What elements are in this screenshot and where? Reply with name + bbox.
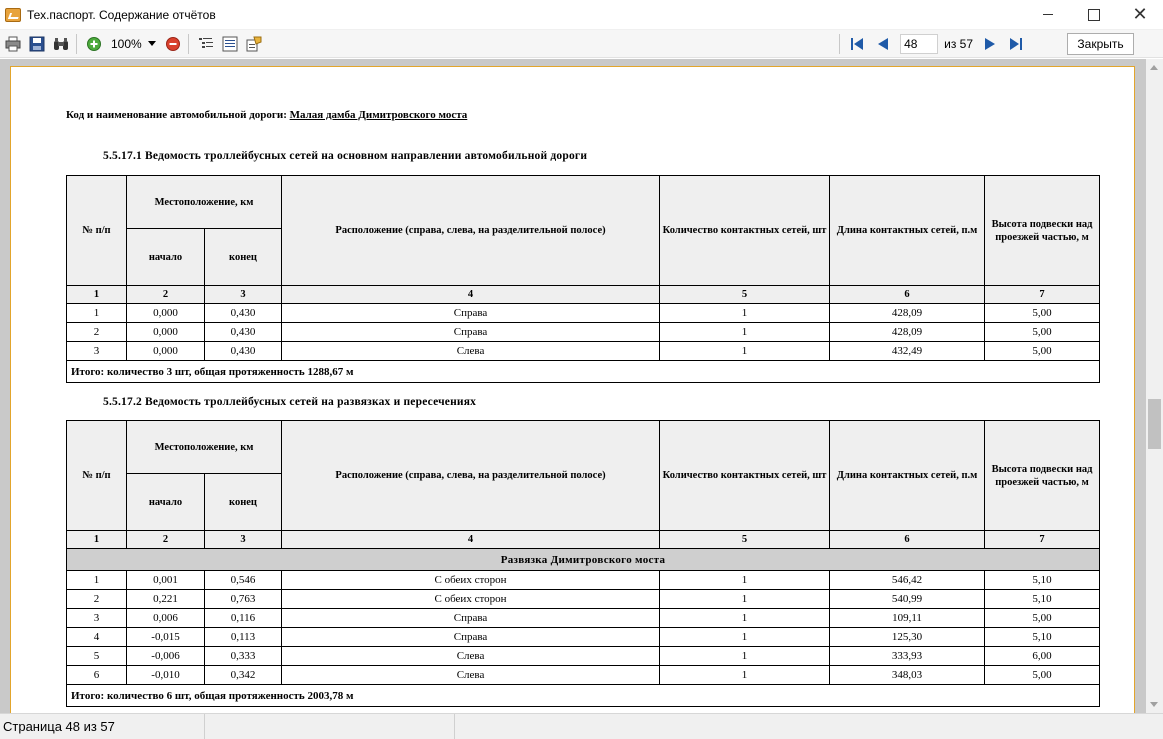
cell-length: 125,30 [830, 628, 985, 647]
first-page-icon [849, 36, 865, 52]
table-row [67, 666, 1100, 685]
table-row [67, 609, 1100, 628]
cell-start: 0,000 [127, 342, 205, 361]
col-number: 3 [205, 286, 282, 304]
cell-position: Справа [282, 628, 660, 647]
header-num: № п/п [67, 421, 127, 531]
cell-start: -0,015 [127, 628, 205, 647]
col-number: 2 [127, 286, 205, 304]
first-page-button[interactable] [846, 33, 868, 55]
cell-count: 1 [660, 590, 830, 609]
header-height: Высота подвески над проезжей частью, м [985, 176, 1100, 286]
col-number: 7 [985, 286, 1100, 304]
status-bar [0, 713, 1163, 739]
page-navigation [835, 30, 1163, 58]
cell-count: 1 [660, 647, 830, 666]
cell-end: 0,546 [205, 571, 282, 590]
cell-position: Слева [282, 666, 660, 685]
window-title: Тех.паспорт. Содержание отчётов [27, 7, 216, 22]
last-page-button[interactable] [1005, 33, 1027, 55]
cell-position: С обеих сторон [282, 590, 660, 609]
col-number: 6 [830, 286, 985, 304]
tag-edit-icon [246, 36, 262, 52]
cell-position: Слева [282, 647, 660, 666]
table-row [67, 647, 1100, 666]
header-length: Длина контактных сетей, п.м [830, 421, 985, 531]
section1-total-row [67, 361, 1100, 383]
table-row [67, 323, 1100, 342]
cell-height: 5,10 [985, 628, 1100, 647]
zoom-in-button[interactable] [83, 33, 105, 55]
header-start: начало [127, 229, 205, 286]
section1-total: Итого: количество 3 шт, общая протяженность 1288,67 м [67, 361, 1100, 383]
col-number: 5 [660, 286, 830, 304]
col-number: 4 [282, 286, 660, 304]
cell-position: Справа [282, 323, 660, 342]
cell-height: 5,00 [985, 323, 1100, 342]
cell-count: 1 [660, 571, 830, 590]
zoom-out-icon [165, 36, 181, 52]
cell-end: 0,333 [205, 647, 282, 666]
col-number: 4 [282, 531, 660, 549]
cell-count: 1 [660, 666, 830, 685]
cell-num: 4 [67, 628, 127, 647]
cell-position: Справа [282, 304, 660, 323]
cell-end: 0,113 [205, 628, 282, 647]
cell-end: 0,430 [205, 323, 282, 342]
cell-length: 428,09 [830, 304, 985, 323]
cell-end: 0,116 [205, 609, 282, 628]
section2-title: 5.5.17.2 Ведомость троллейбусных сетей на развязках и пересечениях [103, 396, 477, 408]
cell-start: 0,001 [127, 571, 205, 590]
table-row [67, 571, 1100, 590]
toolbar [0, 30, 1163, 58]
scroll-up-icon[interactable] [1150, 65, 1158, 70]
cell-position: С обеих сторон [282, 571, 660, 590]
cell-height: 5,10 [985, 571, 1100, 590]
cell-start: 0,221 [127, 590, 205, 609]
header-num: № п/п [67, 176, 127, 286]
cell-num: 3 [67, 609, 127, 628]
last-page-icon [1008, 36, 1024, 52]
table-row [67, 342, 1100, 361]
parameters-button[interactable] [243, 33, 265, 55]
group-row [67, 549, 1100, 571]
cell-height: 5,00 [985, 304, 1100, 323]
cell-height: 5,10 [985, 590, 1100, 609]
col-number: 1 [67, 531, 127, 549]
header-start: начало [127, 474, 205, 531]
cell-position: Слева [282, 342, 660, 361]
col-number: 2 [127, 531, 205, 549]
header-end: конец [205, 229, 282, 286]
vertical-scrollbar[interactable] [1146, 59, 1163, 713]
status-page-info: Страница 48 из 57 [0, 714, 205, 739]
document-map-button[interactable] [195, 33, 217, 55]
zoom-value: 100% [111, 36, 142, 51]
header-count: Количество контактных сетей, шт [660, 421, 830, 531]
header-location: Местоположение, км [127, 421, 282, 474]
table-row [67, 304, 1100, 323]
header-end: конец [205, 474, 282, 531]
scroll-thumb[interactable] [1148, 399, 1161, 449]
maximize-button[interactable] [1071, 0, 1117, 30]
cell-height: 5,00 [985, 609, 1100, 628]
road-line [66, 109, 467, 121]
cell-start: -0,010 [127, 666, 205, 685]
title-bar [0, 0, 1163, 30]
section1-title: 5.5.17.1 Ведомость троллейбусных сетей на основном направлении автомобильной дороги [103, 150, 588, 162]
table-row [67, 628, 1100, 647]
section2-table [66, 420, 1100, 707]
cell-end: 0,430 [205, 304, 282, 323]
close-report-button[interactable]: Закрыть [1067, 33, 1134, 55]
save-button[interactable] [26, 33, 48, 55]
cell-height: 6,00 [985, 647, 1100, 666]
list-icon [222, 36, 238, 52]
status-cell [205, 714, 455, 739]
cell-length: 333,93 [830, 647, 985, 666]
table-row [67, 590, 1100, 609]
tree-list-icon [198, 36, 214, 52]
app-icon [5, 8, 21, 22]
zoom-out-button[interactable] [162, 33, 184, 55]
next-page-icon [982, 36, 998, 52]
cell-start: -0,006 [127, 647, 205, 666]
minimize-button[interactable] [1025, 0, 1071, 30]
header-length: Длина контактных сетей, п.м [830, 176, 985, 286]
save-icon [29, 36, 45, 52]
header-position: Расположение (справа, слева, на разделительной полосе) [282, 176, 660, 286]
cell-start: 0,006 [127, 609, 205, 628]
cell-count: 1 [660, 342, 830, 361]
toolbar-separator [839, 34, 840, 54]
col-number: 7 [985, 531, 1100, 549]
cell-num: 2 [67, 590, 127, 609]
report-viewport[interactable] [0, 59, 1146, 713]
cell-count: 1 [660, 304, 830, 323]
cell-count: 1 [660, 628, 830, 647]
section2-total: Итого: количество 6 шт, общая протяженность 2003,78 м [67, 685, 1100, 707]
printer-icon [5, 36, 21, 52]
toolbar-separator [188, 34, 189, 54]
report-page [10, 66, 1135, 713]
print-button[interactable] [2, 33, 24, 55]
cell-start: 0,000 [127, 304, 205, 323]
header-position: Расположение (справа, слева, на разделительной полосе) [282, 421, 660, 531]
cell-end: 0,342 [205, 666, 282, 685]
col-number: 1 [67, 286, 127, 304]
column-number-row [67, 531, 1100, 549]
cell-num: 2 [67, 323, 127, 342]
section1-table [66, 175, 1100, 383]
header-height: Высота подвески над проезжей частью, м [985, 421, 1100, 531]
cell-num: 6 [67, 666, 127, 685]
header-location: Местоположение, км [127, 176, 282, 229]
toolbar-separator [76, 34, 77, 54]
cell-count: 1 [660, 609, 830, 628]
cell-num: 3 [67, 342, 127, 361]
page-number-input[interactable] [900, 34, 938, 54]
header-count: Количество контактных сетей, шт [660, 176, 830, 286]
col-number: 5 [660, 531, 830, 549]
cell-num: 5 [67, 647, 127, 666]
cell-num: 1 [67, 571, 127, 590]
column-number-row [67, 286, 1100, 304]
col-number: 3 [205, 531, 282, 549]
page-total: из 57 [944, 37, 973, 51]
zoom-in-icon [86, 36, 102, 52]
cell-height: 5,00 [985, 666, 1100, 685]
close-window-button[interactable]: ✕ [1132, 4, 1148, 25]
scroll-down-icon[interactable] [1150, 702, 1158, 707]
cell-end: 0,430 [205, 342, 282, 361]
cell-position: Справа [282, 609, 660, 628]
previous-page-icon [875, 36, 891, 52]
zoom-select[interactable] [109, 34, 160, 54]
cell-count: 1 [660, 323, 830, 342]
cell-length: 428,09 [830, 323, 985, 342]
road-label: Код и наименование автомобильной дороги: [66, 109, 287, 121]
binoculars-icon [53, 36, 69, 52]
page-setup-button[interactable] [219, 33, 241, 55]
cell-length: 109,11 [830, 609, 985, 628]
cell-start: 0,000 [127, 323, 205, 342]
cell-length: 348,03 [830, 666, 985, 685]
chevron-down-icon [148, 41, 156, 46]
cell-end: 0,763 [205, 590, 282, 609]
next-page-button[interactable] [979, 33, 1001, 55]
previous-page-button[interactable] [872, 33, 894, 55]
cell-height: 5,00 [985, 342, 1100, 361]
find-button[interactable] [50, 33, 72, 55]
group-title: Развязка Димитровского моста [67, 549, 1100, 571]
section2-total-row [67, 685, 1100, 707]
col-number: 6 [830, 531, 985, 549]
cell-length: 546,42 [830, 571, 985, 590]
cell-length: 540,99 [830, 590, 985, 609]
cell-length: 432,49 [830, 342, 985, 361]
cell-num: 1 [67, 304, 127, 323]
road-name: Малая дамба Димитровского моста [289, 109, 468, 121]
